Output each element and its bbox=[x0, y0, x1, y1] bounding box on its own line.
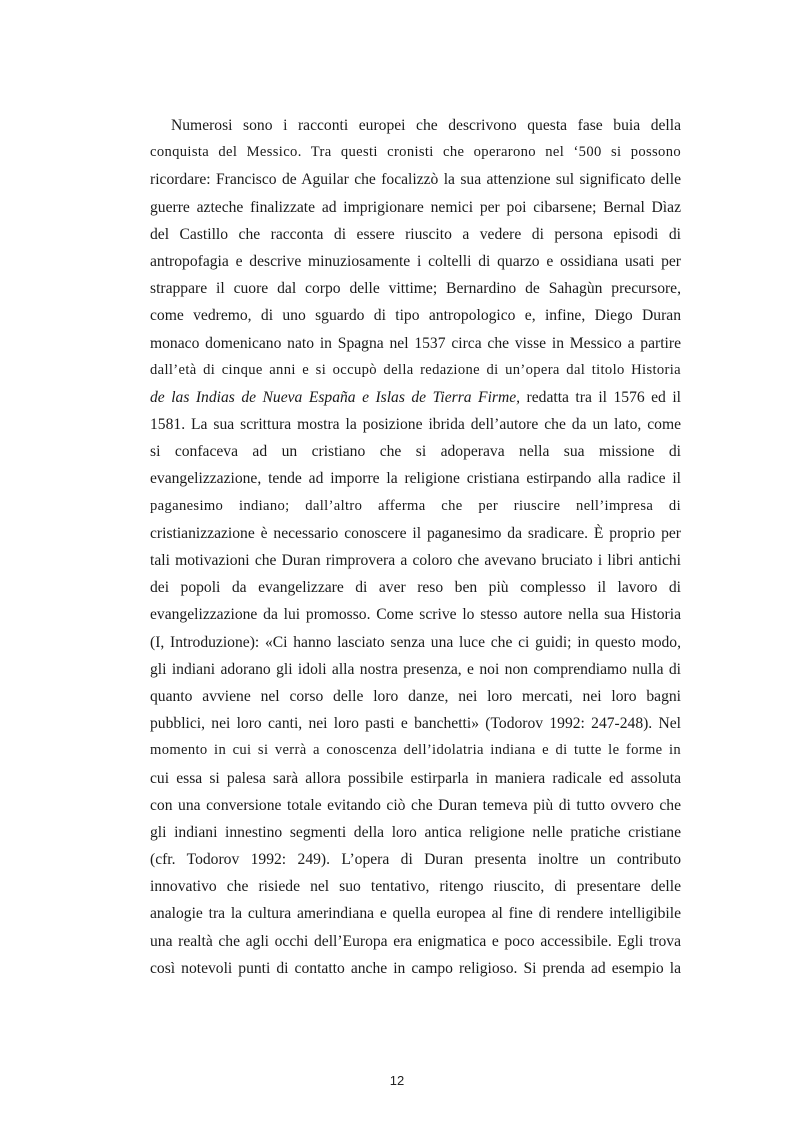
text-line: tali motivazioni che Duran rimprovera a coloro che avevano bruciato i libri antichi bbox=[150, 552, 681, 569]
text-line: si confaceva ad un cristiano che si adoperava nella sua missione di bbox=[150, 443, 681, 461]
page-number: 12 bbox=[389, 1073, 405, 1088]
text-line: con una conversione totale evitando ciò che Duran temeva più di tutto ovvero che bbox=[150, 796, 681, 814]
text-line: strappare il cuore dal corpo delle vittime; Bernardino de Sahagùn precursore, bbox=[150, 280, 681, 298]
text-line: dall’età di cinque anni e si occupò della redazione di un’opera dal titolo Historia bbox=[150, 361, 681, 378]
text-line: dei popoli da evangelizzare di aver reso ben più complesso il lavoro di bbox=[150, 579, 681, 597]
text-line: cui essa si palesa sarà allora possibile estirparla in maniera radicale ed assoluta bbox=[150, 769, 681, 787]
book-title: de las Indias de Nueva España e Islas de Tierra Firme, bbox=[150, 388, 521, 406]
text-line: Numerosi sono i racconti europei che descrivono questa fase buia della bbox=[171, 117, 681, 134]
text-line: analogie tra la cultura amerindiana e quella europea al fine di rendere intelligibile bbox=[150, 905, 681, 923]
text-line: gli indiani adorano gli idoli alla nostra presenza, e noi non comprendiamo nulla di bbox=[150, 660, 681, 678]
text-line: come vedremo, di uno sguardo di tipo antropologico e, infine, Diego Duran bbox=[150, 307, 681, 325]
text-line-with-title bbox=[150, 384, 681, 411]
text-line: così notevoli punti di contatto anche in campo religioso. Si prenda ad esempio la bbox=[150, 959, 681, 977]
text-line: monaco domenicano nato in Spagna nel 1537 circa che visse in Messico a partire bbox=[150, 334, 681, 352]
text-line: conquista del Messico. Tra questi cronisti che operarono nel ‘500 si possono bbox=[150, 144, 681, 161]
text-line: ricordare: Francisco de Aguilar che focalizzò la sua attenzione sul significato delle bbox=[150, 171, 681, 189]
text-line: quanto avviene nel corso delle loro danze, nei loro mercati, nei loro bagni bbox=[150, 687, 681, 705]
text-line: (cfr. Todorov 1992: 249). L’opera di Duran presenta inoltre un contributo bbox=[150, 851, 681, 869]
text-line: cristianizzazione è necessario conoscere il paganesimo da sradicare. È proprio per bbox=[150, 524, 681, 542]
text-line: guerre azteche finalizzate ad imprigionare nemici per poi cibarsene; Bernal Dìaz bbox=[150, 198, 681, 216]
text-line: (I, Introduzione): «Ci hanno lasciato senza una luce che ci guidi; in questo modo, bbox=[150, 633, 681, 651]
text-line: gli indiani innestino segmenti della loro antica religione nelle pratiche cristiane bbox=[150, 823, 681, 841]
body-paragraph bbox=[150, 112, 681, 982]
text-line: del Castillo che racconta di essere riuscito a vedere di persona episodi di bbox=[150, 225, 681, 243]
text-line: momento in cui si verrà a conoscenza dell’idolatria indiana e di tutte le forme in bbox=[150, 742, 681, 759]
text-line: antropofagia e descrive minuziosamente i coltelli di quarzo e ossidiana usati per bbox=[150, 252, 681, 270]
text-line: paganesimo indiano; dall’altro afferma che per riuscire nell’impresa di bbox=[150, 497, 681, 514]
text-line: innovativo che risiede nel suo tentativo, ritengo riuscito, di presentare delle bbox=[150, 878, 681, 896]
text-line: evangelizzazione, tende ad imporre la religione cristiana estirpando alla radice il bbox=[150, 470, 681, 488]
text-segment: redatta tra il 1576 ed il bbox=[520, 388, 681, 406]
text-line: 1581. La sua scrittura mostra la posizione ibrida dell’autore che da un lato, come bbox=[150, 416, 681, 434]
text-line: evangelizzazione da lui promosso. Come scrive lo stesso autore nella sua Historia bbox=[150, 606, 681, 624]
text-line: pubblici, nei loro canti, nei loro pasti e banchetti» (Todorov 1992: 247-248). Nel bbox=[150, 715, 681, 733]
text-line: una realtà che agli occhi dell’Europa era enigmatica e poco accessibile. Egli trova bbox=[150, 932, 681, 950]
